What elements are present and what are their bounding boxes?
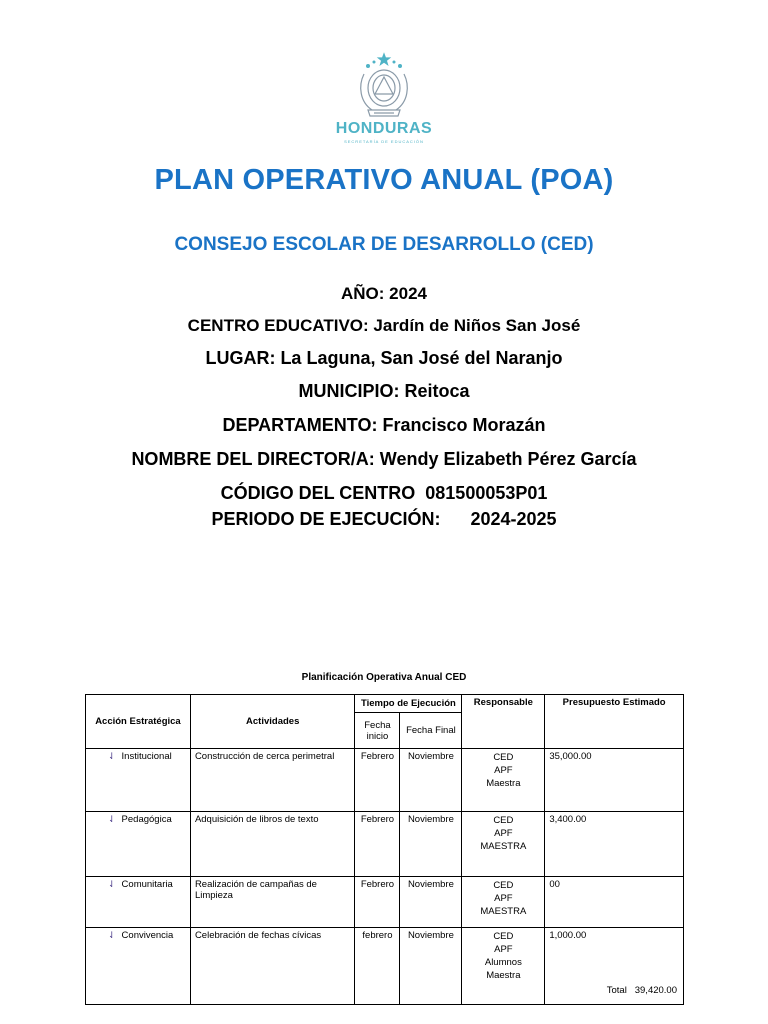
info-director: NOMBRE DEL DIRECTOR/A: Wendy Elizabeth Pérez García [131, 449, 637, 469]
action-cell: ⇃ Comunitaria [86, 877, 191, 928]
table-row [86, 749, 684, 812]
page-subtitle: CONSEJO ESCOLAR DE DESARROLLO (CED) [174, 234, 594, 255]
arrow-bullet-icon: ⇃ [108, 751, 116, 761]
header-start: Fecha inicio [355, 713, 400, 749]
table-row [86, 812, 684, 877]
action-cell: ⇃ Pedagógica [86, 812, 191, 877]
budget-cell: 00 [545, 877, 684, 928]
info-year: AÑO: 2024 [341, 284, 427, 303]
activity-cell: Realización de campañas de Limpieza [190, 877, 355, 928]
info-code: CÓDIGO DEL CENTRO 081500053P01 [220, 483, 548, 503]
end-cell: Noviembre [400, 928, 462, 1005]
table-row [86, 877, 684, 928]
budget-cell: 3,400.00 [545, 812, 684, 877]
activity-cell: Adquisición de libros de texto [190, 812, 355, 877]
start-cell: Febrero [355, 877, 400, 928]
start-cell: Febrero [355, 812, 400, 877]
logo-subtitle: SECRETARÍA DE EDUCACIÓN [344, 139, 424, 144]
responsible-cell: CED APF Alumnos Maestra [462, 928, 545, 1005]
logo [0, 52, 768, 148]
logo-wordmark: HONDURAS [335, 120, 433, 137]
responsible-cell: CED APF Maestra [462, 749, 545, 812]
table-caption: Planificación Operativa Anual CED [301, 672, 467, 683]
total-amount: Total 39,420.00 [606, 985, 677, 996]
responsible-cell: CED APF MAESTRA [462, 877, 545, 928]
budget-cell: 35,000.00 [545, 749, 684, 812]
header-action: Acción Estratégica [86, 695, 191, 749]
info-municipality: MUNICIPIO: Reitoca [298, 381, 470, 401]
info-center: CENTRO EDUCATIVO: Jardín de Niños San José [187, 316, 581, 335]
table-row [86, 928, 684, 1005]
arrow-bullet-icon: ⇃ [108, 930, 116, 940]
header-responsible: Responsable [462, 695, 545, 749]
arrow-bullet-icon: ⇃ [108, 879, 116, 889]
end-cell: Noviembre [400, 749, 462, 812]
arrow-bullet-icon: ⇃ [108, 814, 116, 824]
info-place: LUGAR: La Laguna, San José del Naranjo [205, 348, 563, 368]
header-budget: Presupuesto Estimado [545, 695, 684, 749]
action-cell: ⇃ Institucional [86, 749, 191, 812]
start-cell: febrero [355, 928, 400, 1005]
end-cell: Noviembre [400, 812, 462, 877]
info-department: DEPARTAMENTO: Francisco Morazán [222, 415, 546, 435]
budget-cell: 1,000.00 Total 39,420.00 [545, 928, 684, 1005]
honduras-coat-of-arms-icon [354, 52, 414, 120]
activity-cell: Celebración de fechas cívicas [190, 928, 355, 1005]
info-period: PERIODO DE EJECUCIÓN: 2024-2025 [211, 509, 557, 529]
header-end: Fecha Final [400, 713, 462, 749]
page-title: PLAN OPERATIVO ANUAL (POA) [154, 164, 614, 196]
end-cell: Noviembre [400, 877, 462, 928]
poa-table [85, 694, 684, 1005]
activity-cell: Construcción de cerca perimetral [190, 749, 355, 812]
responsible-cell: CED APF MAESTRA [462, 812, 545, 877]
header-activities: Actividades [190, 695, 355, 749]
action-cell: ⇃ Convivencia [86, 928, 191, 1005]
start-cell: Febrero [355, 749, 400, 812]
header-time: Tiempo de Ejecución [355, 695, 462, 713]
